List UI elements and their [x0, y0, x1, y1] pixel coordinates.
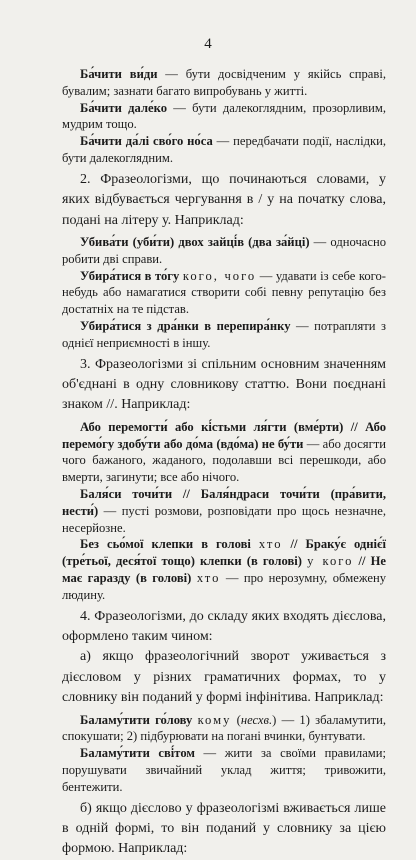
section-paragraph-4a: а) якщо фразеологічний зворот уживається з дієсловом у різних граматичних формах, то у словнику він поданий у формі інфінітива. Наприклад: — [62, 649, 386, 706]
entry-headword: Убира́тися з дра́нки в перепира́нку — [80, 318, 291, 333]
dictionary-entry: Баламу́тити сві́том — жити за своїми правилами; порушувати звичайний уклад життя; тривожити, бентежити. — [62, 746, 386, 794]
entry-headword: Ба́чити ви́ди — [80, 67, 158, 81]
section-paragraph-2: 2. Фразеологізми, що починаються словами, у яких відбувається чергування в / у на початку слова, подані на літеру у. Наприклад: — [62, 171, 386, 228]
entry-definition: — удавати із себе кого-небудь або намагатися створити собі певну репутацію без достатніх на те підстав. — [62, 268, 386, 317]
entry-headword: Ба́чити дале́ко — [80, 100, 168, 115]
entry-definition: — одночасно робити дві справи. — [62, 235, 386, 266]
dictionary-entry: Без сьо́мої клепки в голові хто // Браку́є одніє́ї (тре́тьої, деся́тої тощо) клепки (в голові) у кого // Не має гаразду (в голові) хто — про нерозумну, обмежену людину. — [62, 537, 387, 602]
entry-headword: Убира́тися в то́гу — [80, 268, 180, 283]
page-body — [62, 66, 386, 860]
entry-headword: Ба́чити да́лі сво́го но́са — [80, 134, 213, 149]
entry-keyword: кого, чого — [182, 268, 257, 283]
entry-definition: — передбачати події, наслідки, бути далекоглядним. — [62, 134, 386, 165]
entry-headword: Убива́ти (уби́ти) двох зайці́в (два за́йці) — [80, 235, 310, 249]
dictionary-entry — [62, 234, 386, 268]
section-paragraph-4: 4. Фразеологізми, до складу яких входять дієслова, оформлено таким чином: — [62, 608, 386, 644]
dictionary-entry — [62, 100, 386, 134]
dictionary-entry: Баламу́тити го́лову кому (несхв.) — 1) збаламутити, спокушати; 2) підбурювати на погані вчинки, бунтувати. — [62, 712, 386, 744]
dictionary-entry — [62, 318, 386, 352]
dictionary-entry — [62, 66, 386, 100]
entry-definition: — потрапляти з однієї неприємності в іншу. — [62, 318, 387, 350]
dictionary-entry — [62, 268, 386, 318]
entry-definition: — бути далекоглядним, прозорливим, мудрим тощо. — [62, 100, 387, 132]
section-paragraph-4b: б) якщо дієслово у фразеологізмі вживається лише в одній формі, то він поданий у словнику за цією формою. Наприклад: — [62, 800, 386, 857]
dictionary-entry: Баля́си точи́ти // Баля́ндраси точи́ти (пра́вити, нести́) — пусті розмови, розповідати про щось незначне, несерйозне. — [62, 486, 386, 535]
section-paragraph-3: 3. Фразеологізми зі спільним основним значенням об'єднані в одну словникову статтю. Вони поєднані знаком //. Наприклад: — [62, 356, 386, 413]
entry-definition: — бути досвідченим у якійсь справі, бувалим; зазнати багато випробувань у житті. — [62, 67, 386, 98]
dictionary-entry — [62, 133, 386, 167]
dictionary-entry: Або перемогти́ або кі́стьми ля́гти (вме́рти) // Або перемо́гу здобу́ти або до́ма (вдо́ма) не бу́ти — або досягти чого бажаного, жаданого, подолавши всі перешкоди, або вмерти, загинути; все або нічого. — [62, 419, 386, 485]
page-number: 4 — [204, 36, 212, 52]
